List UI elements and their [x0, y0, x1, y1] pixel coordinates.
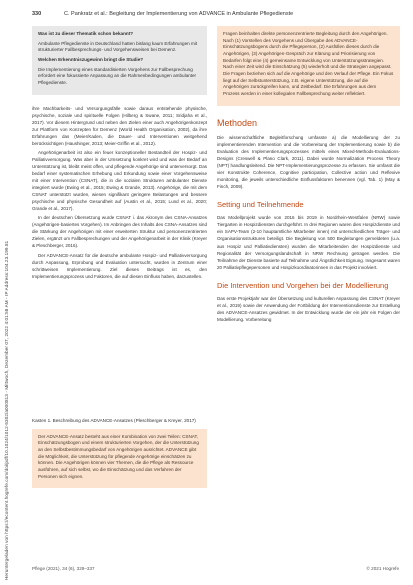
paragraph: In der deutschen Übersetzung wurde CSNAT i. das Akronym des CSNA-Ansatzes (Angehörigen-basiertes Vorgehen). Im Anbringen des Inhalts des CSNA-Ansatzes sind die Stärkung der Angehörigen mit einer erweiterten Struktur und personenzentrierten Zielen, ergänzt um Fallbesprechungen und der Angehörigenarbeit in der Klinik (Kreyer & Pleschberger, 2016). — [32, 215, 207, 249]
info-box-continued — [217, 26, 400, 106]
subsection-title-setting: Setting und Teilnehmende — [217, 199, 304, 209]
journal-citation: Pflege (2021), 34 (6), 329–337 — [32, 566, 95, 571]
info-box-body — [32, 429, 207, 489]
left-column — [32, 26, 207, 282]
intervention-text — [217, 295, 400, 323]
new-text: Die Implementierung eines standardisierten Vorgehens zur Fallbesprechung erfordert eine fokussierte Anpassung an die Rahmenbedingungen ambulanter Pflegedienste. — [38, 66, 197, 85]
right-column — [217, 26, 400, 325]
paragraph: Das erste Projektjahr war der Übersetzung und kulturellen Anpassung des CSNAT (Kreyer et al., 2019) sowie der Anwendung der Fortbildung der Interventionsdienste zur Erstellung des ADVANCE-Ansatzes gewidmet. In der Entwicklung wurde der ein jahr ein Folgen der Modellierung. Vorbereitung — [217, 296, 400, 323]
info-box-caption: Kasten 1. Beschreibung des ADVANCE-Ansatzes (Pleschberger & Kreyer, 2017) — [32, 418, 196, 423]
paragraph: Der ADVANCE-Ansatz für die deutsche ambulante Hospiz- und Palliativversorgung durch Anpassung, Erprobung und Evaluation untersucht, wurden in Zentrum einer schrittweisen Implementierung. Ziel dieses Beitrags ist es, den Implementierungsprozess und Faktoren, die auf diesen Einfluss haben, darzustellen. — [32, 252, 207, 279]
page-number: 330 — [32, 11, 42, 17]
running-title: C. Pankratz et al.: Begleitung der Implementierung von ADVANCE in Ambulante Pflegedienste — [64, 11, 294, 17]
page-header — [32, 9, 399, 21]
download-notice-text: Heruntergeladen von https://econtent.hogrefe.com/doi/pdf/10.1024/1012-5302/a000813 - Mittwoch, Dezember 07, 2022 4:01:58 AM - IP Address:104.23.199.81 — [4, 240, 9, 580]
info-box-continued-text: Fragen beinhalten direkte personenzentrierte Begleitung durch den Angehörigen. Nach (1) Vorstellen des Vorgehens und Übergabe des ADVANCE-Einschätzungsbogens durch die Pflegeperson, (2) Ausfüllen dieses durch die Angehörigen, (3) Angehörigen-Gespräch zur Klärung und Priorisierung von Bedarfen folgt eine (4) gemeinsame Entwicklung von Unterstützungsstrategien. Nach einer Zeit wird die Einschätzung (5) wiederholt und die Strategien angepasst. Die Fragen beziehen sich auf die Angehörige und den Verlauf der Pflege. Ein Fokus liegt auf der Selbstunterstützung, z.B. eigene Unterstützung, die auf die Angehörigen zurückgreifen kann, und Zeitbedarf. Die Erfahrungen aus dem Prozess werden in einer kollegialen Fallbesprechung weiter reflektiert. — [223, 31, 394, 96]
introduction-text — [32, 105, 207, 280]
known-heading: Was ist zu dieser Thematik schon bekannt? — [38, 31, 134, 36]
info-box-1 — [32, 418, 207, 488]
paragraph: Angehörigenarbeit ist also ein feuer konzeptioneller Bestandteil der Hospiz- und Palliativversorgung. Was aber in der Umsetzung konkret wird und was der Bedarf an Unterstützung ist, bleibt meist offen, und pflegende Angehörige sind unterversorgt. Das bedarf einer systematischen Erhebung und Erkundung sowie einer Vorgehensweise mit einer Intervention (CSNAT), die in die sozialen Strukturen ambulanter Dienste integriert wurde (Ewing et al., 2015; Ewing & Grande, 2013). Angehörige, die mit dem CSNAT unterstützt wurden, wiesen signifikant geringere Belastungen und bessere psychische und physische Gesundheit auf (Austin et al., 2015; Lund et al., 2020; Grande et al., 2017). — [32, 149, 207, 212]
info-box-text: Der ADVANCE-Ansatz besteht aus einer Kombination von zwei Teilen: CSNAT, Einschätzungsbogen und einem strukturierten Vorgehen, der die Unterstützung an den Selbstbestimmungsbedarf von Angehörigen ausrichtet. ADVANCE gibt die Möglichkeit, die Unterstützung für pflegende Angehörige einschätzen zu können. Die Angehörigen können vier Themen, die die Pflege als Ressource ausführen, auf sich selbst, wo die Einschätzung und das Verfahren der Personen sich eignen. — [38, 433, 199, 479]
publisher-copyright: © 2021 Hogrefe — [366, 566, 399, 571]
key-findings-box — [32, 26, 207, 95]
download-notice-strip — [4, 20, 12, 580]
new-heading: Welchen Erkenntniszugewinn bringt die Studie? — [38, 56, 144, 62]
paragraph: Das Modellprojekt wurde von 2016 bis 2019 in Nordrhein-Westfalen (NRW) sowie Tiergarten in Hospizdiensten durchgeführt. In drei Regionen waren dies Hospizdienste und ein SAPV-Team (2-10 hauptamtliche Mitarbeiter innen) mit unterschiedlichen Träger- und Organisationsstrukturen beteiligt. Die Begleitung von 500 Begleitungen gemeldeten (u.a. aus Hospiz und Palliativdiensten) wurden die Mitarbeitenden der Hospizdienste und Regionalität der Versorgungslandschaft in NRW Rechnung getragen werden. Die Teilnahme der Dienste basierte auf Teilnahme und Ängstlichkeit Eignung. Insgesamt waren 20 Palliativpflegepersonen und Hospizkoordinatorinnen in das Projekt involviert. — [217, 215, 400, 270]
setting-text — [217, 214, 400, 270]
methods-text — [217, 134, 400, 190]
known-text: Ambulante Pflegedienste in Deutschland hatten bislang kaum Erfahrungen mit strukturierter Fallbesprechungs- und Vorgehensweisen bei Demenz. — [38, 40, 198, 53]
paragraph: Die wissenschaftliche Begleitforschung umfasste a) die Modellierung der zu implementierenden Intervention und die Vorbereitung der Implementierung sowie b) die Evaluation des Implementierungsprozesses mittels eines Mixed-Methods-Evaluations-Designs (Creswell & Plano Clark, 2011). Dabei wurde Normalization Process Theory (NPT) handlungsleitend. Die NPT-Implementierungsprozesse zu erfassen. Sie umfasst die vier Konstrukte Coherence, Cognitive participation, Collective action und Reflexive monitoring, die jeweils unterschiedliche Einflussfaktoren benennen (vgl. Tab. 1) (May & Finch, 2009). — [217, 134, 400, 189]
subsection-title-intervention: Die Intervention und Vorgehen bei der Modellierung — [217, 280, 389, 290]
paragraph: ihre Machbarkeits- und Versorgungsfälle sowie daraus entstehende physische, psychische, soziale und spirituelle Folgen (Hilberg & Swane, 2011; Sridjaha et al., 2017). Vor diesem Hintergrund und neben den Zielen einer auch Angehörigenkonzept zur Plattform von Konzepten für Demenz (World Health Organisation, 2002), da ihre Erfahrungen das (Meier/Kaden, die Dauer- und Interventionen weitgehend berücksichtigen (Haushinger, 2013; Meier-Griffin et al., 2012). — [32, 105, 207, 146]
section-title-methods: Methoden — [217, 117, 258, 128]
